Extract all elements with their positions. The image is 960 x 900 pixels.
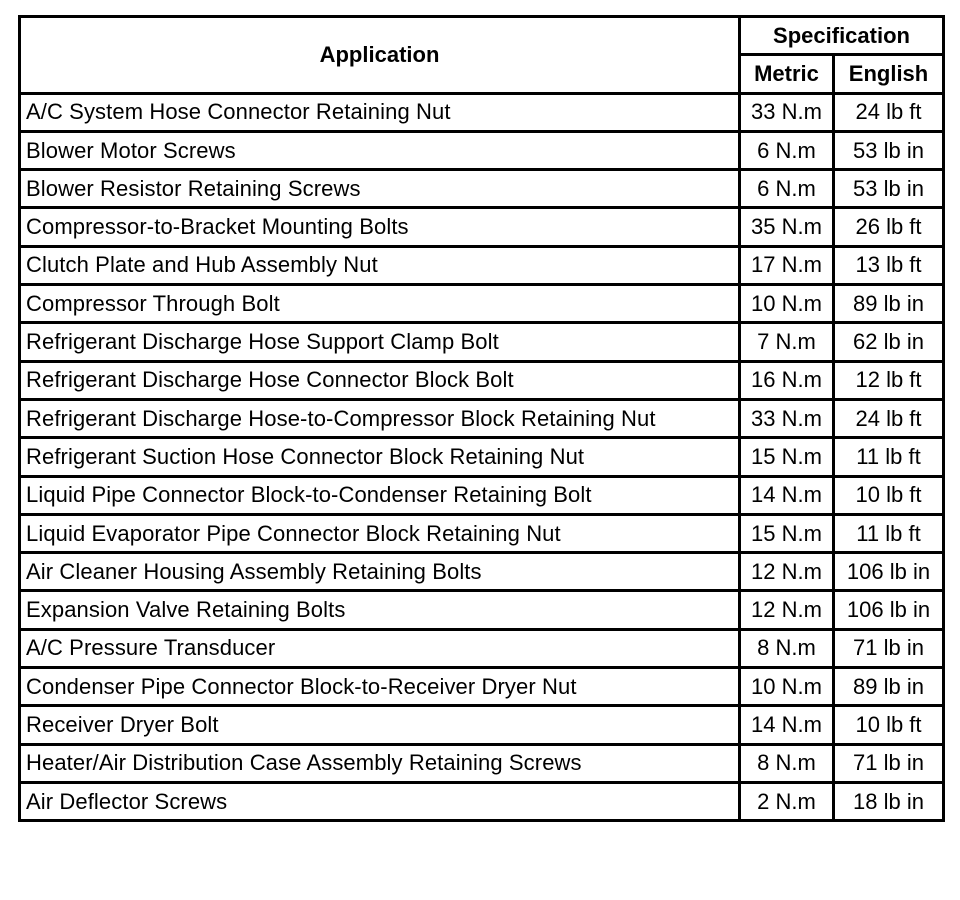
cell-metric: 12 N.m <box>740 553 834 591</box>
cell-metric: 15 N.m <box>740 514 834 552</box>
cell-application: Condenser Pipe Connector Block-to-Receiver Dryer Nut <box>20 668 740 706</box>
table-row <box>20 476 944 514</box>
cell-english: 26 lb ft <box>834 208 944 246</box>
table-row <box>20 246 944 284</box>
cell-english: 11 lb ft <box>834 438 944 476</box>
cell-metric: 2 N.m <box>740 782 834 820</box>
cell-application: Air Cleaner Housing Assembly Retaining Bolts <box>20 553 740 591</box>
table-row <box>20 706 944 744</box>
table-row <box>20 744 944 782</box>
table-row <box>20 361 944 399</box>
cell-english: 24 lb ft <box>834 93 944 131</box>
cell-english: 71 lb in <box>834 744 944 782</box>
column-header-specification: Specification <box>740 17 944 55</box>
table-row <box>20 668 944 706</box>
table-row <box>20 323 944 361</box>
cell-english: 53 lb in <box>834 170 944 208</box>
column-header-metric: Metric <box>740 55 834 93</box>
column-header-english: English <box>834 55 944 93</box>
table-row <box>20 438 944 476</box>
cell-metric: 8 N.m <box>740 744 834 782</box>
cell-metric: 6 N.m <box>740 170 834 208</box>
cell-metric: 10 N.m <box>740 668 834 706</box>
cell-english: 13 lb ft <box>834 246 944 284</box>
header-row-top <box>20 17 944 55</box>
cell-metric: 14 N.m <box>740 476 834 514</box>
cell-metric: 35 N.m <box>740 208 834 246</box>
table-row <box>20 170 944 208</box>
table-row <box>20 285 944 323</box>
cell-application: Compressor Through Bolt <box>20 285 740 323</box>
cell-application: Liquid Evaporator Pipe Connector Block Retaining Nut <box>20 514 740 552</box>
table-row <box>20 131 944 169</box>
cell-application: Air Deflector Screws <box>20 782 740 820</box>
cell-english: 18 lb in <box>834 782 944 820</box>
table-row <box>20 399 944 437</box>
table-body <box>20 93 944 821</box>
cell-metric: 15 N.m <box>740 438 834 476</box>
cell-english: 10 lb ft <box>834 706 944 744</box>
cell-english: 62 lb in <box>834 323 944 361</box>
cell-application: Refrigerant Discharge Hose Connector Block Bolt <box>20 361 740 399</box>
cell-metric: 7 N.m <box>740 323 834 361</box>
cell-english: 89 lb in <box>834 285 944 323</box>
cell-application: Refrigerant Discharge Hose-to-Compressor Block Retaining Nut <box>20 399 740 437</box>
cell-application: A/C Pressure Transducer <box>20 629 740 667</box>
cell-application: Heater/Air Distribution Case Assembly Retaining Screws <box>20 744 740 782</box>
cell-metric: 12 N.m <box>740 591 834 629</box>
table-row <box>20 629 944 667</box>
cell-application: Refrigerant Suction Hose Connector Block Retaining Nut <box>20 438 740 476</box>
table-row <box>20 591 944 629</box>
cell-english: 12 lb ft <box>834 361 944 399</box>
cell-english: 24 lb ft <box>834 399 944 437</box>
cell-application: A/C System Hose Connector Retaining Nut <box>20 93 740 131</box>
cell-application: Refrigerant Discharge Hose Support Clamp Bolt <box>20 323 740 361</box>
cell-english: 53 lb in <box>834 131 944 169</box>
table-row <box>20 782 944 820</box>
table-row <box>20 93 944 131</box>
cell-english: 11 lb ft <box>834 514 944 552</box>
cell-metric: 10 N.m <box>740 285 834 323</box>
cell-english: 106 lb in <box>834 591 944 629</box>
torque-spec-table <box>18 15 945 822</box>
cell-english: 10 lb ft <box>834 476 944 514</box>
cell-metric: 14 N.m <box>740 706 834 744</box>
cell-metric: 8 N.m <box>740 629 834 667</box>
cell-application: Expansion Valve Retaining Bolts <box>20 591 740 629</box>
column-header-application: Application <box>20 17 740 94</box>
cell-application: Clutch Plate and Hub Assembly Nut <box>20 246 740 284</box>
table-row <box>20 514 944 552</box>
cell-metric: 6 N.m <box>740 131 834 169</box>
cell-english: 71 lb in <box>834 629 944 667</box>
cell-metric: 17 N.m <box>740 246 834 284</box>
table-row <box>20 553 944 591</box>
cell-application: Blower Motor Screws <box>20 131 740 169</box>
table-row <box>20 208 944 246</box>
cell-application: Compressor-to-Bracket Mounting Bolts <box>20 208 740 246</box>
cell-english: 106 lb in <box>834 553 944 591</box>
cell-application: Liquid Pipe Connector Block-to-Condenser Retaining Bolt <box>20 476 740 514</box>
cell-metric: 33 N.m <box>740 399 834 437</box>
cell-metric: 16 N.m <box>740 361 834 399</box>
cell-english: 89 lb in <box>834 668 944 706</box>
cell-application: Receiver Dryer Bolt <box>20 706 740 744</box>
cell-application: Blower Resistor Retaining Screws <box>20 170 740 208</box>
cell-metric: 33 N.m <box>740 93 834 131</box>
